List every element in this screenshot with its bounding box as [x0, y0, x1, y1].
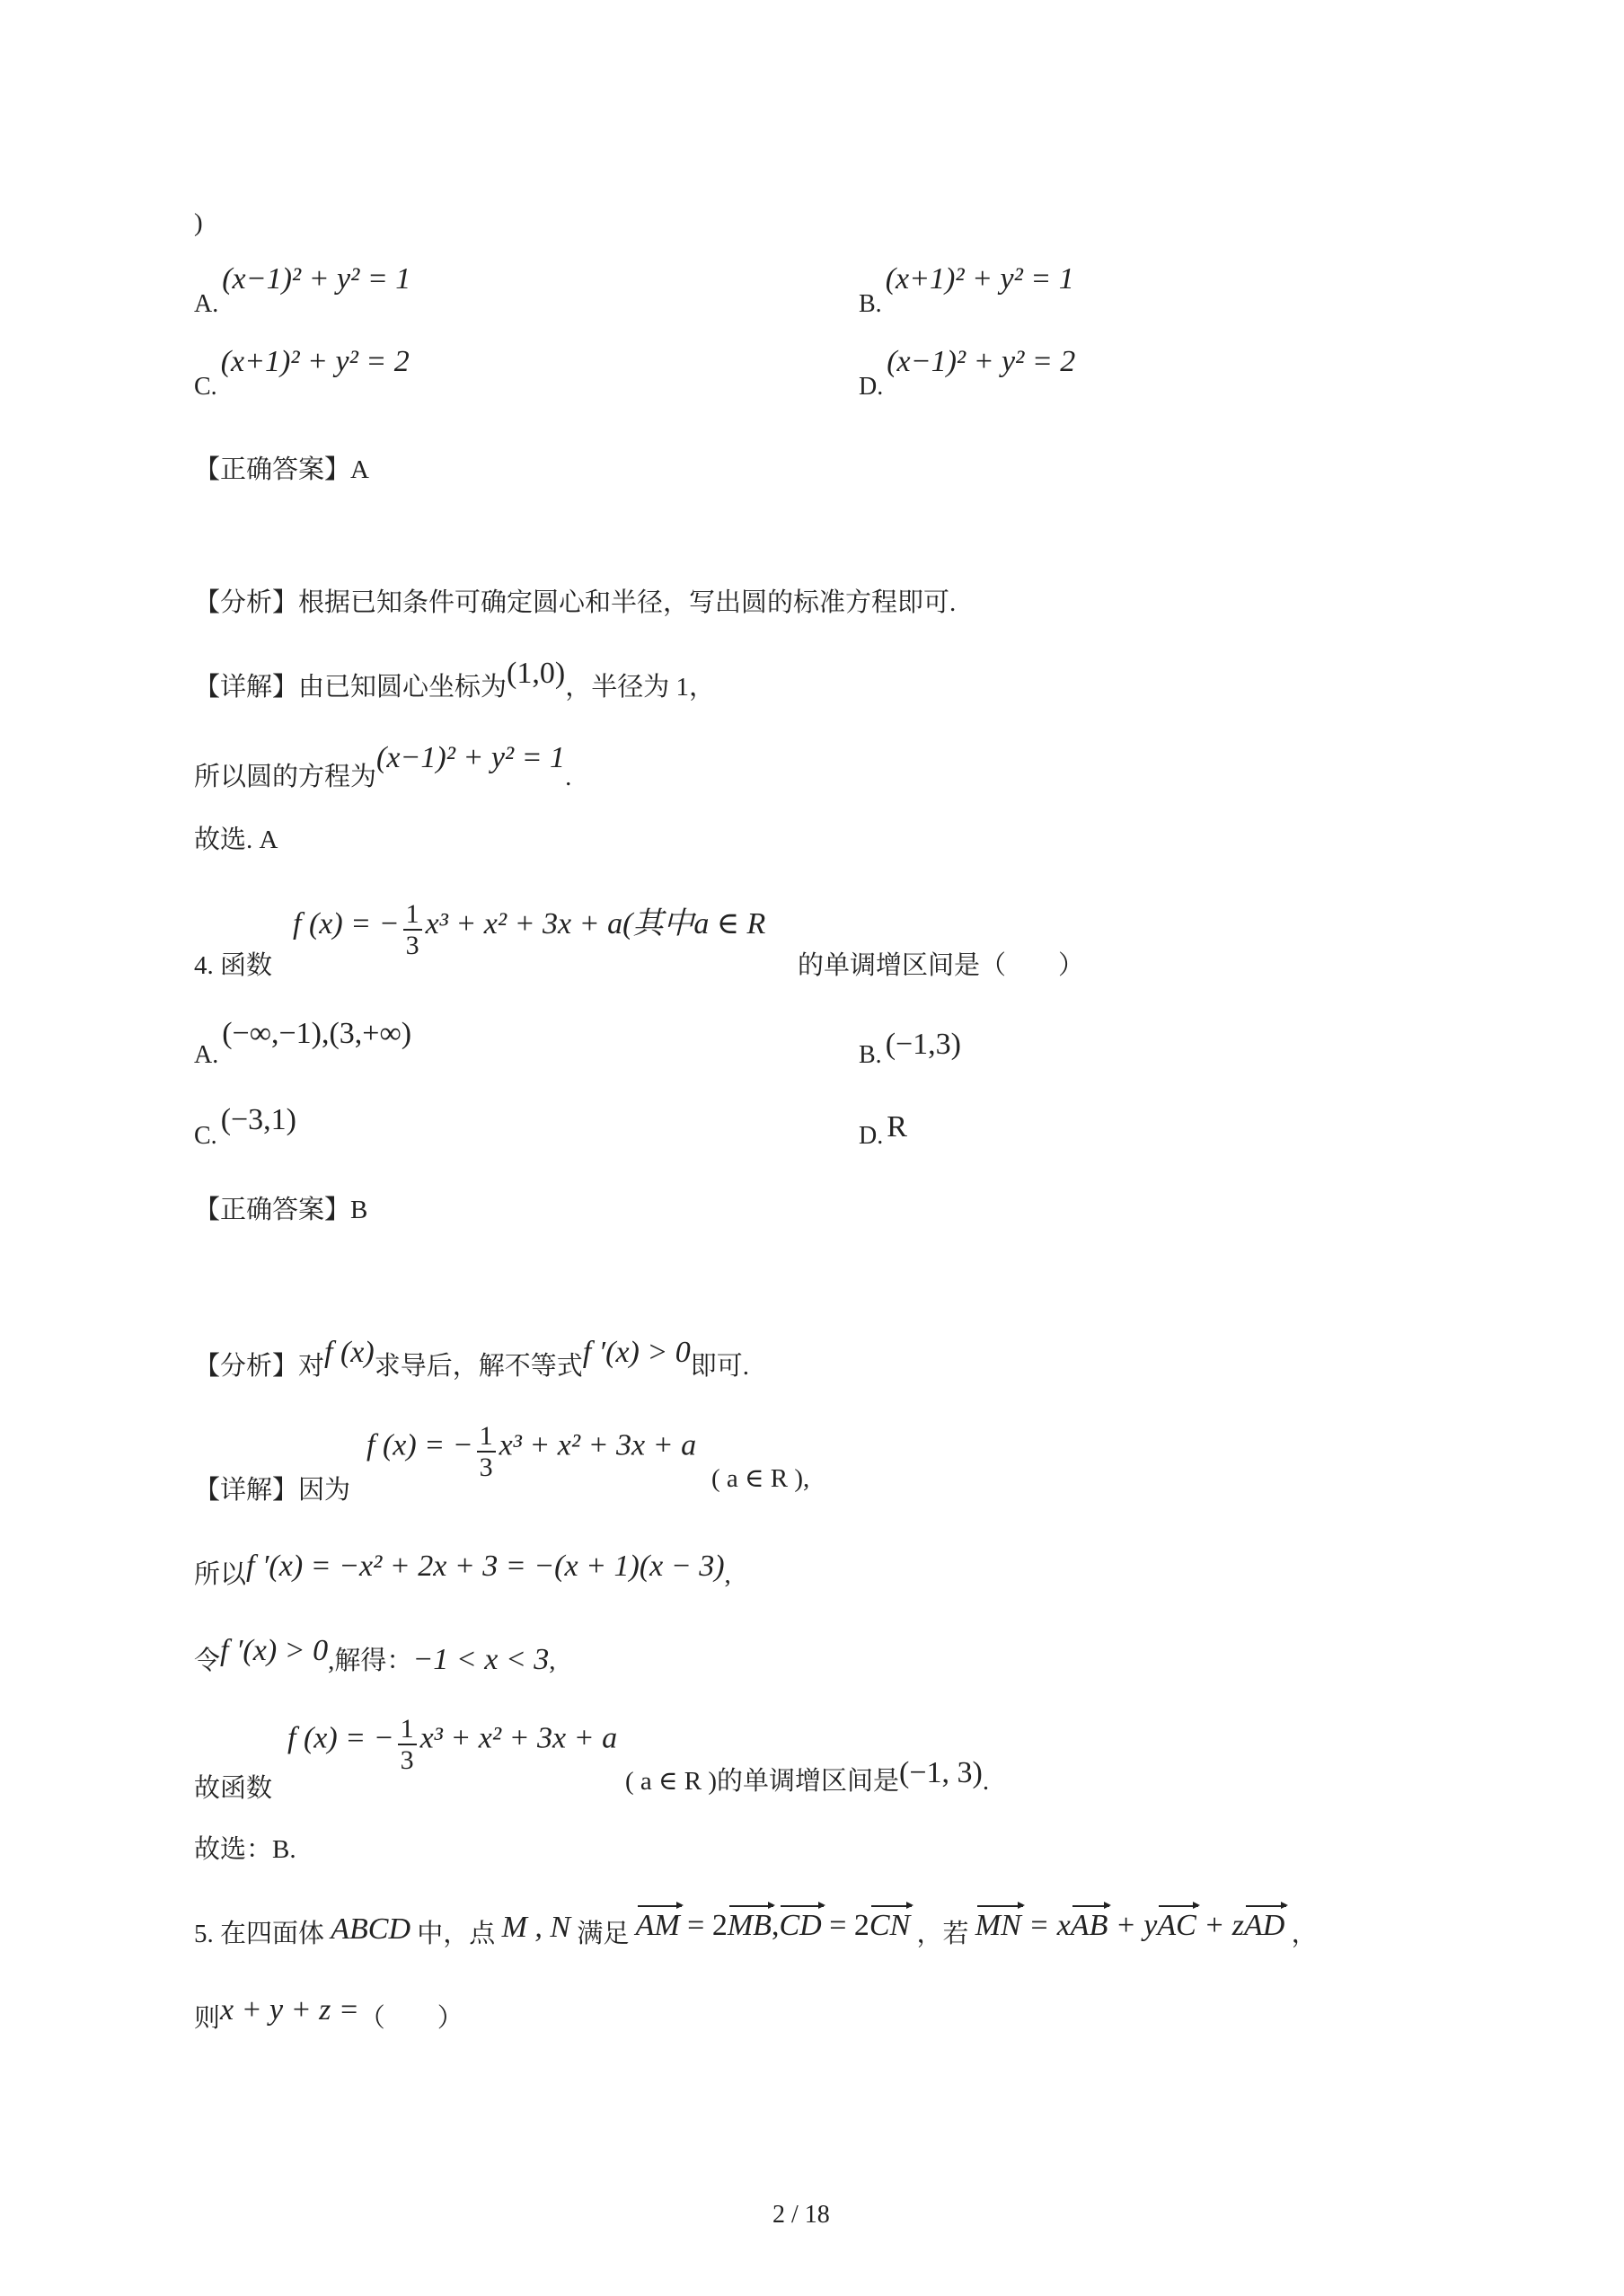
math-op: = 2	[687, 1909, 728, 1942]
q4-detail-label-line	[194, 1470, 350, 1506]
detail-text: 令	[194, 1647, 221, 1675]
detail-text: ,	[549, 1647, 556, 1675]
option-letter: D.	[859, 373, 884, 401]
func-rhs: x³ + x² + 3x + a	[419, 1721, 618, 1755]
q4-detail-line4-tail	[625, 1756, 990, 1797]
numerator: 1	[403, 899, 422, 931]
q4-option-b	[859, 1028, 962, 1071]
analysis-text: 即可.	[690, 1352, 750, 1381]
q4-detail-line2	[194, 1550, 731, 1591]
q4-detail-line4-function	[287, 1714, 617, 1775]
derivative-inequality: f ′(x) > 0	[582, 1336, 691, 1369]
answer-label: 【正确答案】	[194, 455, 351, 484]
detail-text: .	[982, 1767, 990, 1796]
q5-text: （ ）	[358, 2004, 463, 2033]
func-rhs: x³ + x² + 3x + a(其中a ∈ R	[425, 907, 766, 940]
q5-text: ，	[1291, 1920, 1318, 1948]
func-lhs: f (x) = −	[293, 907, 400, 940]
q4-detail-condition: ( a ∈ R ),	[711, 1464, 810, 1493]
answer-value: B	[350, 1196, 368, 1224]
analysis-label: 【分析】	[194, 1352, 299, 1381]
q4-analysis	[194, 1336, 750, 1382]
option-expr: (x+1)² + y² = 2	[220, 345, 410, 378]
q5-text: 满足	[577, 1920, 630, 1948]
q4-option-a	[194, 1017, 412, 1071]
vector-cn: CN	[869, 1909, 911, 1942]
detail-text: .	[565, 763, 572, 791]
q4-stem-tail: 的单调增区间是（ ）	[798, 951, 1085, 980]
option-letter: B.	[859, 1041, 882, 1069]
fraction	[477, 1421, 496, 1482]
derivative-positive: f ′(x) > 0	[220, 1634, 329, 1667]
fraction	[398, 1714, 417, 1775]
math-op: + z	[1204, 1909, 1245, 1942]
q3-option-d	[859, 345, 1076, 402]
option-expr: R	[887, 1110, 907, 1144]
q4-conclusion: 故选：B.	[194, 1835, 296, 1864]
analysis-text: 根据已知条件可确定圆心和半径，写出圆的标准方程即可.	[298, 588, 957, 617]
detail-text: 由已知圆心坐标为	[298, 673, 508, 702]
q3-option-b	[859, 262, 1074, 320]
detail-text: 的单调增区间是	[717, 1767, 900, 1796]
q4-detail-line4-prefix: 故函数	[194, 1774, 273, 1803]
q3-option-c	[194, 345, 410, 402]
detail-text: ,解得：	[328, 1647, 413, 1675]
vector-decomposition	[975, 1909, 1285, 1942]
detail-label: 【详解】	[194, 1476, 299, 1505]
func-lhs: f (x) = −	[287, 1721, 394, 1755]
analysis-text: 对	[298, 1352, 325, 1381]
math-op: + y	[1115, 1909, 1158, 1942]
q3-detail-line1	[194, 657, 715, 703]
option-expr: (x−1)² + y² = 1	[222, 262, 411, 296]
sum-expression: x + y + z =	[220, 1993, 359, 2027]
q5-line2	[194, 1993, 463, 2035]
tetrahedron-name: ABCD	[331, 1912, 411, 1946]
q4-detail-line3	[194, 1634, 556, 1677]
option-letter: A.	[194, 1041, 219, 1069]
q5-text: 中，点	[417, 1920, 496, 1948]
analysis-label: 【分析】	[194, 588, 299, 617]
q4-stem-prefix: 4. 函数	[194, 951, 273, 980]
denominator: 3	[479, 1453, 493, 1482]
q4-option-c	[194, 1103, 297, 1152]
q4-answer	[194, 1189, 367, 1226]
answer-label: 【正确答案】	[194, 1196, 351, 1224]
option-letter: C.	[194, 373, 217, 401]
q5-line1	[194, 1909, 1318, 1950]
func-rhs: x³ + x² + 3x + a	[499, 1428, 697, 1462]
math-op: ,	[771, 1909, 780, 1942]
option-letter: B.	[859, 290, 882, 318]
vector-cd: CD	[779, 1909, 822, 1942]
option-expr: (−∞,−1),(3,+∞)	[222, 1017, 412, 1050]
q4-detail-function	[366, 1421, 696, 1482]
q3-analysis	[194, 582, 956, 619]
option-expr: (−3,1)	[220, 1103, 297, 1136]
option-letter: C.	[194, 1122, 217, 1150]
q5-text: 5. 在四面体	[194, 1920, 325, 1948]
vector-ad: AD	[1244, 1909, 1285, 1942]
func-lhs: f (x) = −	[366, 1428, 473, 1462]
q3-detail-line2	[194, 741, 572, 793]
denominator: 3	[405, 931, 419, 961]
vector-am: AM	[635, 1909, 680, 1942]
q4-option-d	[859, 1110, 907, 1152]
vector-condition	[636, 1909, 911, 1942]
option-expr: (x−1)² + y² = 2	[887, 345, 1076, 378]
q3-option-a	[194, 262, 411, 320]
option-letter: D.	[859, 1122, 884, 1150]
fraction	[403, 899, 422, 960]
vector-ac: AC	[1157, 1909, 1196, 1942]
circle-equation: (x−1)² + y² = 1	[376, 741, 566, 774]
page-number: 2 / 18	[772, 2201, 830, 2229]
points-mn: M , N	[501, 1911, 571, 1944]
answer-value: A	[350, 455, 369, 484]
option-letter: A.	[194, 290, 219, 318]
detail-text: ，半径为 1，	[565, 673, 715, 702]
q4-function	[293, 898, 765, 960]
derivative-expr: f ′(x) = −x² + 2x + 3 = −(x + 1)(x − 3)	[246, 1550, 725, 1583]
option-expr: (−1,3)	[885, 1028, 962, 1061]
math-op: = x	[1028, 1909, 1071, 1942]
numerator: 1	[477, 1421, 496, 1453]
detail-text: ,	[724, 1560, 731, 1589]
function-fx: f (x)	[324, 1336, 375, 1369]
numerator: 1	[398, 1714, 417, 1745]
vector-mb: MB	[727, 1909, 772, 1942]
q3-answer	[194, 449, 369, 486]
q3-conclusion: 故选. A	[194, 826, 278, 854]
analysis-text: 求导后，解不等式	[374, 1352, 583, 1381]
q5-text: ，若	[916, 1920, 969, 1948]
vector-ab: AB	[1070, 1909, 1108, 1942]
q3-stem-tail: )	[194, 208, 203, 237]
denominator: 3	[400, 1745, 414, 1775]
math-op: = 2	[829, 1909, 869, 1942]
increasing-interval: (−1, 3)	[899, 1756, 983, 1789]
detail-text: 所以	[194, 1560, 247, 1589]
vector-mn: MN	[975, 1909, 1021, 1942]
solution-range: −1 < x < 3	[412, 1643, 550, 1676]
center-coords: (1,0)	[507, 657, 566, 690]
detail-text: 所以圆的方程为	[194, 763, 377, 791]
detail-text: 因为	[298, 1476, 351, 1505]
option-expr: (x+1)² + y² = 1	[885, 262, 1074, 296]
detail-label: 【详解】	[194, 673, 299, 702]
q5-text: 则	[194, 2004, 221, 2033]
condition: ( a ∈ R )	[625, 1767, 717, 1796]
